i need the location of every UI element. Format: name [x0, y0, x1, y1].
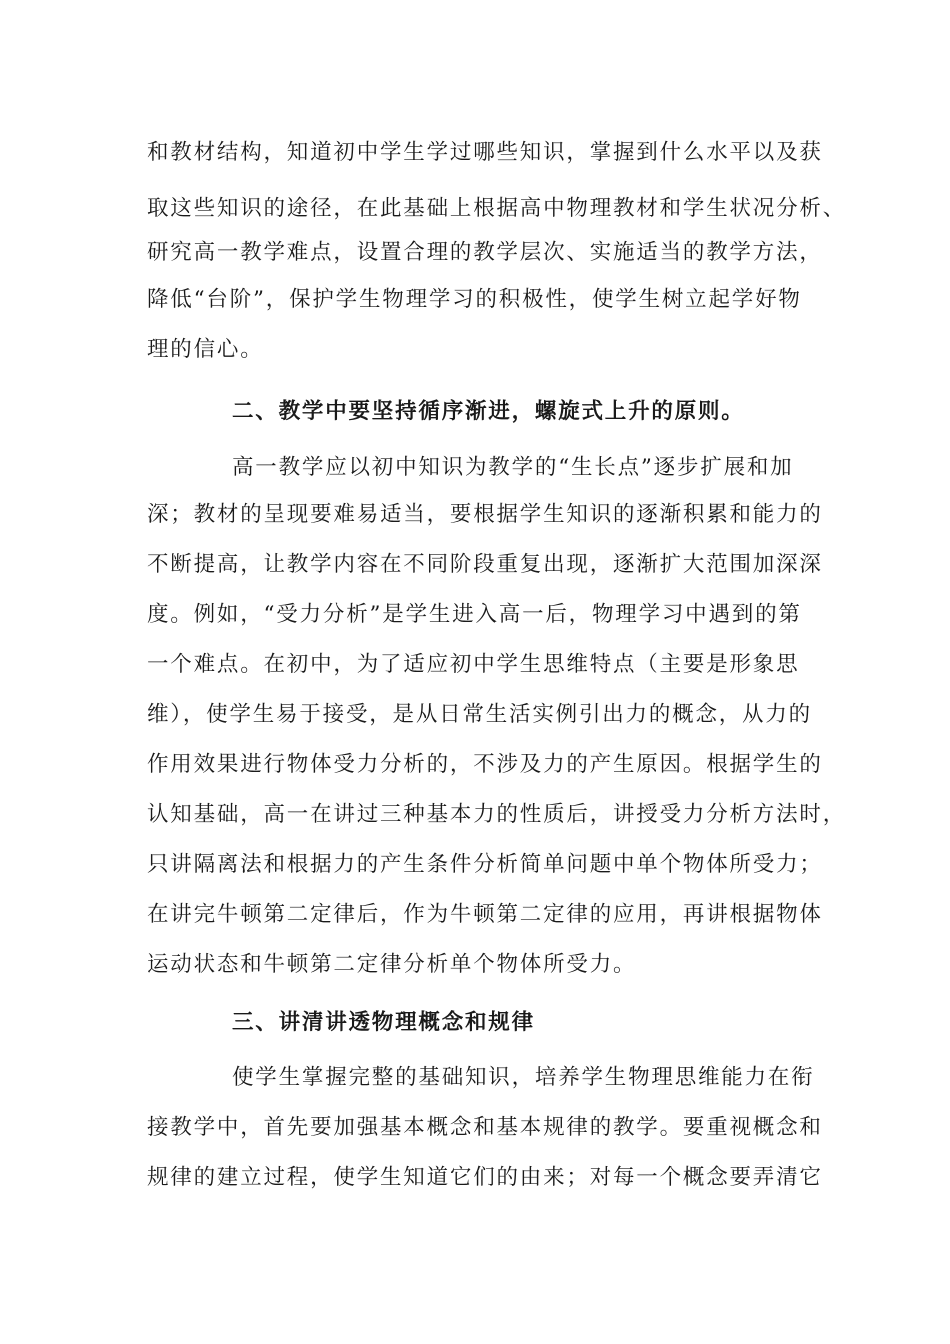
- section-two-line-2: 深；教材的呈现要难易适当，要根据学生知识的逐渐积累和能力的: [147, 502, 823, 527]
- section-two-line-3: 不断提高，让教学内容在不同阶段重复出现，逐渐扩大范围加深深: [147, 552, 823, 577]
- intro-line-1: 和教材结构，知道初中学生学过哪些知识，掌握到什么水平以及获: [147, 140, 823, 165]
- intro-line-4: 降低“台阶”，保护学生物理学习的积极性，使学生树立起学好物: [147, 287, 802, 312]
- intro-line-5: 理的信心。: [147, 337, 264, 362]
- section-two-heading: 二、教学中要坚持循序渐进，螺旋式上升的原则。: [232, 399, 745, 424]
- section-three-heading: 三、讲清讲透物理概念和规律: [232, 1010, 535, 1035]
- section-two-line-6: 维），使学生易于接受，是从日常生活实例引出力的概念，从力的: [147, 702, 812, 727]
- section-two-line-10: 在讲完牛顿第二定律后，作为牛顿第二定律的应用，再讲根据物体: [147, 902, 823, 927]
- section-two-line-7: 作用效果进行物体受力分析的，不涉及力的产生原因。根据学生的: [147, 752, 823, 777]
- section-two-line-5: 一个难点。在初中，为了适应初中学生思维特点（主要是形象思: [147, 652, 800, 677]
- section-two-line-8: 认知基础，高一在讲过三种基本力的性质后，讲授受力分析方法时，: [147, 802, 847, 827]
- section-two-line-4: 度。例如，“受力分析”是学生进入高一后，物理学习中遇到的第: [147, 602, 802, 627]
- section-three-line-1: 使学生掌握完整的基础知识，培养学生物理思维能力在衔: [232, 1065, 815, 1090]
- section-two-line-9: 只讲隔离法和根据力的产生条件分析简单问题中单个物体所受力；: [147, 852, 823, 877]
- section-two-line-11: 运动状态和牛顿第二定律分析单个物体所受力。: [147, 952, 637, 977]
- intro-line-3: 研究高一教学难点，设置合理的教学层次、实施适当的教学方法，: [147, 240, 823, 265]
- section-three-line-3: 规律的建立过程，使学生知道它们的由来；对每一个概念要弄清它: [147, 1165, 823, 1190]
- intro-line-2: 取这些知识的途径，在此基础上根据高中物理教材和学生状况分析、: [147, 196, 847, 221]
- section-three-line-2: 接教学中，首先要加强基本概念和基本规律的教学。要重视概念和: [147, 1115, 823, 1140]
- section-two-line-1: 高一教学应以初中知识为教学的“生长点”逐步扩展和加: [232, 455, 794, 480]
